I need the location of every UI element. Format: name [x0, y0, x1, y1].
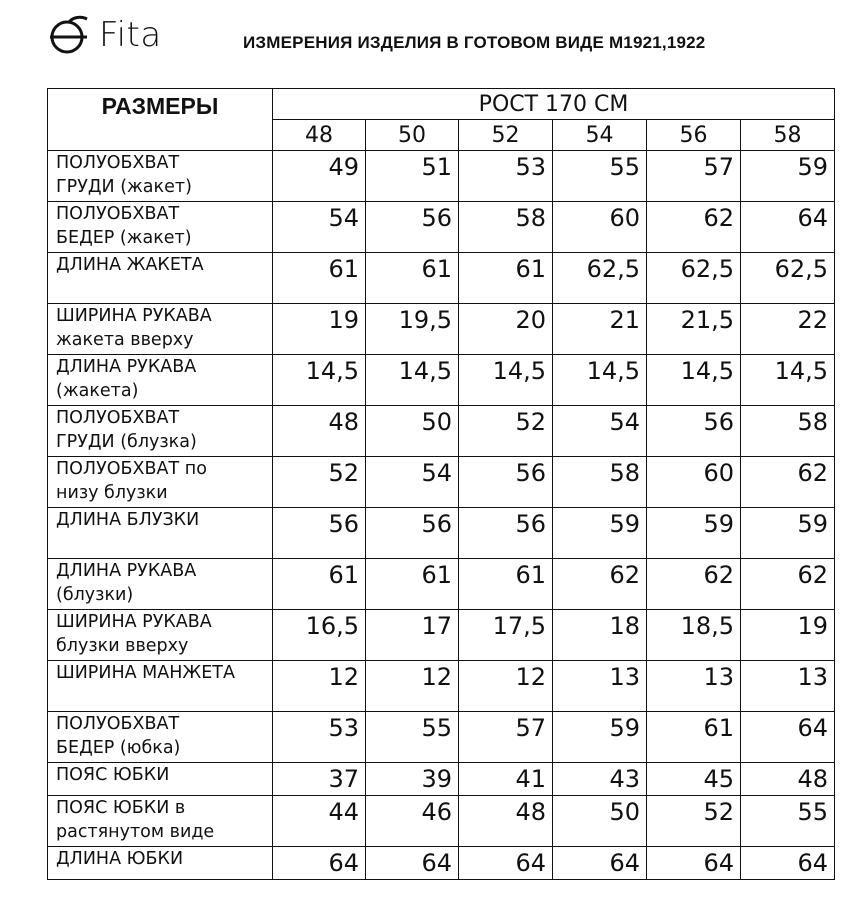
size-header-cell: 50	[366, 120, 459, 151]
measurement-value: 53	[459, 151, 553, 202]
measurement-label	[48, 763, 273, 796]
measurement-value: 48	[273, 406, 366, 457]
fita-logo-icon	[47, 15, 91, 55]
table-row	[48, 661, 835, 712]
measurement-value: 64	[647, 847, 741, 880]
measurement-value: 19	[273, 304, 366, 355]
measurement-value: 59	[741, 151, 835, 202]
measurement-value: 14,5	[366, 355, 459, 406]
table-row	[48, 253, 835, 304]
measurement-value: 12	[459, 661, 553, 712]
measurement-value: 60	[553, 202, 647, 253]
measurement-value: 16,5	[273, 610, 366, 661]
size-header-cell: 48	[273, 120, 366, 151]
measurement-value: 50	[553, 796, 647, 847]
measurement-value: 55	[741, 796, 835, 847]
measurement-label-line: ПОЛУОБХВАТ	[56, 714, 180, 734]
measurement-label-line: низу блузки	[56, 483, 168, 503]
measurement-value: 56	[459, 457, 553, 508]
measurement-value: 45	[647, 763, 741, 796]
logo-text: Fita	[99, 15, 162, 55]
measurement-value: 12	[273, 661, 366, 712]
measurement-value: 62	[647, 559, 741, 610]
measurement-label-line: ШИРИНА РУКАВА	[56, 306, 212, 326]
measurement-value: 61	[273, 559, 366, 610]
table-body	[48, 151, 835, 880]
measurement-value: 52	[459, 406, 553, 457]
measurement-label-line: (жакета)	[56, 381, 139, 401]
measurement-label-line: ПОЛУОБХВАТ	[56, 153, 180, 173]
measurement-value: 56	[273, 508, 366, 559]
measurement-value: 20	[459, 304, 553, 355]
table-row	[48, 304, 835, 355]
measurement-value: 62,5	[741, 253, 835, 304]
measurement-value: 58	[459, 202, 553, 253]
brand-logo	[47, 12, 162, 58]
measurement-label	[48, 712, 273, 763]
measurement-label	[48, 253, 273, 304]
measurement-label	[48, 355, 273, 406]
measurement-label	[48, 508, 273, 559]
measurement-value: 58	[741, 406, 835, 457]
table-row	[48, 508, 835, 559]
measurement-value: 62	[741, 457, 835, 508]
measurement-value: 55	[366, 712, 459, 763]
measurement-value: 49	[273, 151, 366, 202]
measurement-label	[48, 796, 273, 847]
measurement-value: 22	[741, 304, 835, 355]
measurement-label	[48, 406, 273, 457]
measurement-value: 61	[459, 253, 553, 304]
measurement-value: 61	[459, 559, 553, 610]
measurement-value: 60	[647, 457, 741, 508]
measurement-label-line: ПОЛУОБХВАТ по	[56, 459, 207, 479]
measurement-label-line: ГРУДИ (блузка)	[56, 432, 197, 452]
measurement-value: 64	[459, 847, 553, 880]
measurement-label-line: ГРУДИ (жакет)	[56, 177, 192, 197]
measurement-label-line: (блузки)	[56, 585, 134, 605]
sizes-header: РАЗМЕРЫ	[48, 89, 273, 151]
measurement-label	[48, 610, 273, 661]
measurement-value: 55	[553, 151, 647, 202]
measurement-value: 59	[647, 508, 741, 559]
measurement-label-line: ДЛИНА ЖАКЕТА	[56, 255, 204, 275]
measurement-value: 21,5	[647, 304, 741, 355]
measurement-value: 13	[553, 661, 647, 712]
measurement-value: 17,5	[459, 610, 553, 661]
measurement-value: 57	[459, 712, 553, 763]
measurement-value: 64	[366, 847, 459, 880]
measurement-value: 54	[553, 406, 647, 457]
table-row	[48, 712, 835, 763]
table-row	[48, 610, 835, 661]
measurement-value: 62,5	[553, 253, 647, 304]
measurement-label-line: ПОЯС ЮБКИ в	[56, 798, 186, 818]
measurement-label	[48, 304, 273, 355]
measurement-value: 58	[553, 457, 647, 508]
measurement-label-line: ДЛИНА ЮБКИ	[56, 849, 184, 869]
measurement-value: 21	[553, 304, 647, 355]
measurement-value: 51	[366, 151, 459, 202]
table-row	[48, 151, 835, 202]
measurement-value: 48	[459, 796, 553, 847]
measurement-label-line: ДЛИНА РУКАВА	[56, 357, 197, 377]
measurement-value: 14,5	[459, 355, 553, 406]
measurement-value: 52	[273, 457, 366, 508]
measurement-value: 56	[366, 202, 459, 253]
measurement-value: 62	[647, 202, 741, 253]
measurement-value: 19,5	[366, 304, 459, 355]
measurement-value: 18,5	[647, 610, 741, 661]
measurement-label	[48, 847, 273, 880]
measurement-value: 17	[366, 610, 459, 661]
measurement-label-line: ДЛИНА РУКАВА	[56, 561, 197, 581]
measurement-value: 53	[273, 712, 366, 763]
measurement-value: 19	[741, 610, 835, 661]
measurement-value: 62,5	[647, 253, 741, 304]
measurement-value: 59	[741, 508, 835, 559]
measurement-value: 52	[647, 796, 741, 847]
size-header-cell: 52	[459, 120, 553, 151]
measurement-value: 61	[366, 253, 459, 304]
measurement-value: 61	[647, 712, 741, 763]
measurement-value: 62	[741, 559, 835, 610]
table-row	[48, 559, 835, 610]
measurement-value: 64	[273, 847, 366, 880]
measurement-value: 50	[366, 406, 459, 457]
measurement-value: 18	[553, 610, 647, 661]
measurement-label	[48, 202, 273, 253]
measurement-value: 56	[459, 508, 553, 559]
measurement-value: 14,5	[741, 355, 835, 406]
measurement-value: 14,5	[273, 355, 366, 406]
measurement-label-line: БЕДЕР (юбка)	[56, 738, 181, 758]
measurements-table	[47, 88, 835, 880]
page-title: ИЗМЕРЕНИЯ ИЗДЕЛИЯ В ГОТОВОМ ВИДЕ М1921,1922	[243, 33, 706, 52]
measurement-value: 44	[273, 796, 366, 847]
measurement-value: 13	[741, 661, 835, 712]
height-header: РОСТ 170 СМ	[273, 89, 835, 120]
measurement-value: 37	[273, 763, 366, 796]
measurement-label	[48, 457, 273, 508]
measurement-value: 59	[553, 712, 647, 763]
measurement-label-line: ПОЛУОБХВАТ	[56, 204, 180, 224]
measurement-value: 59	[553, 508, 647, 559]
measurement-value: 46	[366, 796, 459, 847]
measurement-value: 56	[366, 508, 459, 559]
measurement-value: 64	[741, 847, 835, 880]
measurement-label-line: ПОЛУОБХВАТ	[56, 408, 180, 428]
measurement-label-line: ШИРИНА РУКАВА	[56, 612, 212, 632]
measurement-value: 14,5	[647, 355, 741, 406]
table-row	[48, 847, 835, 880]
table-row	[48, 355, 835, 406]
measurement-label-line: ПОЯС ЮБКИ	[56, 765, 170, 785]
measurement-label-line: ШИРИНА МАНЖЕТА	[56, 663, 235, 683]
measurement-value: 12	[366, 661, 459, 712]
table-row	[48, 796, 835, 847]
measurement-value: 14,5	[553, 355, 647, 406]
measurement-label	[48, 151, 273, 202]
measurement-label	[48, 661, 273, 712]
measurement-value: 54	[273, 202, 366, 253]
measurement-label-line: растянутом виде	[56, 822, 215, 842]
measurement-value: 61	[366, 559, 459, 610]
measurement-value: 39	[366, 763, 459, 796]
measurement-value: 64	[741, 202, 835, 253]
size-header-cell: 58	[741, 120, 835, 151]
measurement-value: 41	[459, 763, 553, 796]
table-row	[48, 763, 835, 796]
measurement-value: 48	[741, 763, 835, 796]
table-row	[48, 202, 835, 253]
size-header-cell: 56	[647, 120, 741, 151]
measurement-value: 56	[647, 406, 741, 457]
measurement-value: 64	[553, 847, 647, 880]
measurement-label-line: блузки вверху	[56, 636, 189, 656]
measurement-value: 54	[366, 457, 459, 508]
measurement-value: 43	[553, 763, 647, 796]
table-row	[48, 406, 835, 457]
size-header-cell: 54	[553, 120, 647, 151]
measurement-label	[48, 559, 273, 610]
measurement-label-line: БЕДЕР (жакет)	[56, 228, 192, 248]
measurement-value: 62	[553, 559, 647, 610]
measurement-value: 13	[647, 661, 741, 712]
measurement-value: 57	[647, 151, 741, 202]
measurement-value: 64	[741, 712, 835, 763]
measurement-label-line: жакета вверху	[56, 330, 194, 350]
table-row	[48, 457, 835, 508]
measurement-value: 61	[273, 253, 366, 304]
measurement-label-line: ДЛИНА БЛУЗКИ	[56, 510, 200, 530]
